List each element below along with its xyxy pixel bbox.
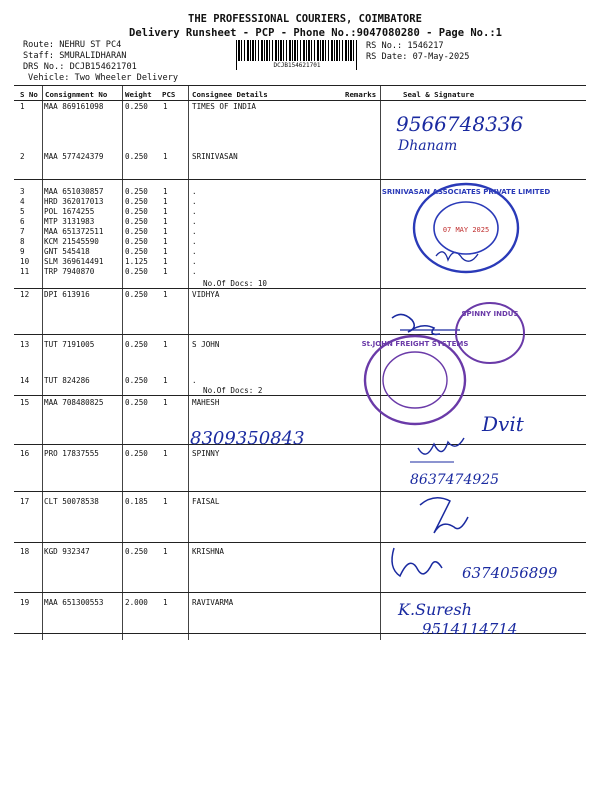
cell-weight: 0.250	[125, 237, 148, 246]
cell-weight: 0.250	[125, 247, 148, 256]
staff-label: Staff: SMURALIDHARAN	[23, 51, 127, 61]
cell-weight: 0.250	[125, 267, 148, 276]
cell-sno: 11	[20, 267, 30, 276]
cell-sno: 1	[20, 102, 25, 111]
cell-sno: 15	[20, 398, 30, 407]
signature-mark	[420, 498, 468, 533]
company-seal-stamp	[381, 180, 551, 276]
handwritten-signature: Dvit	[482, 412, 524, 436]
company-title: THE PROFESSIONAL COURIERS, COIMBATORE	[188, 13, 422, 25]
cell-pcs: 1	[163, 102, 168, 111]
cell-sno: 18	[20, 547, 30, 556]
cell-pcs: 1	[163, 398, 168, 407]
cell-weight: 0.250	[125, 102, 148, 111]
cell-consignment: MAA 869161098	[44, 102, 104, 111]
cell-consignment: KGD 932347	[44, 547, 90, 556]
handwritten-phone: 8637474925	[410, 472, 500, 488]
cell-consignment: DPI 613916	[44, 290, 90, 299]
cell-consignment: TUT 7191005	[44, 340, 95, 349]
cell-weight: 0.250	[125, 547, 148, 556]
cell-weight: 0.250	[125, 449, 148, 458]
cell-consignee: VIDHYA	[192, 290, 220, 299]
col-header-consignment: Consignment No	[45, 90, 108, 99]
cell-consignment: GNT 545418	[44, 247, 90, 256]
cell-weight: 0.250	[125, 290, 148, 299]
rs-date: RS Date: 07-May-2025	[366, 52, 470, 62]
route-label: Route: NEHRU ST PC4	[23, 40, 122, 50]
cell-consignee: .	[192, 237, 197, 246]
handwritten-signature: K.Suresh	[398, 600, 472, 619]
cell-sno: 9	[20, 247, 25, 256]
cell-sno: 10	[20, 257, 30, 266]
cell-weight: 0.185	[125, 497, 148, 506]
handwritten-phone: 6374056899	[462, 564, 558, 582]
col-header-seal: Seal & Signature	[403, 90, 475, 99]
cell-sno: 5	[20, 207, 25, 216]
svg-text:SRINIVASAN ASSOCIATES PRIVATE: SRINIVASAN ASSOCIATES PRIVATE LIMITED	[381, 188, 551, 196]
cell-sno: 17	[20, 497, 30, 506]
cell-pcs: 1	[163, 340, 168, 349]
cell-sno: 4	[20, 197, 25, 206]
cell-consignee: MAHESH	[192, 398, 220, 407]
cell-pcs: 1	[163, 227, 168, 236]
cell-weight: 0.250	[125, 197, 148, 206]
cell-consignee: KRISHNA	[192, 547, 225, 556]
cell-sno: 13	[20, 340, 30, 349]
cell-sno: 2	[20, 152, 25, 161]
handwritten-phone: 9514114714	[422, 620, 518, 638]
cell-weight: 0.250	[125, 187, 148, 196]
handwritten-signature: Dhanam	[398, 138, 458, 154]
cell-sno: 3	[20, 187, 25, 196]
cell-consignment: MAA 651030857	[44, 187, 104, 196]
svg-text:SPINNY INDUS: SPINNY INDUS	[461, 310, 519, 318]
col-header-sno: S No	[20, 90, 38, 99]
cell-weight: 0.250	[125, 217, 148, 226]
cell-pcs: 1	[163, 152, 168, 161]
cell-pcs: 1	[163, 257, 168, 266]
partner-seal-stamp	[452, 300, 528, 366]
cell-consignment: TRP 7940870	[44, 267, 95, 276]
cell-pcs: 1	[163, 187, 168, 196]
cell-pcs: 1	[163, 237, 168, 246]
cell-consignment: MAA 577424379	[44, 152, 104, 161]
svg-text:07 MAY 2025: 07 MAY 2025	[442, 226, 490, 234]
rs-number: RS No.: 1546217	[366, 41, 444, 51]
cell-pcs: 1	[163, 197, 168, 206]
signature-mark	[392, 548, 442, 576]
cell-consignee: .	[192, 257, 197, 266]
cell-sno: 19	[20, 598, 30, 607]
cell-consignment: TUT 824286	[44, 376, 90, 385]
cell-sno: 12	[20, 290, 30, 299]
cell-weight: 0.250	[125, 152, 148, 161]
cell-pcs: 1	[163, 598, 168, 607]
handwritten-phone: 9566748336	[396, 112, 524, 136]
cell-pcs: 1	[163, 217, 168, 226]
handwritten-phone: 8309350843	[190, 428, 305, 449]
cell-consignee: FAISAL	[192, 497, 220, 506]
cell-weight: 0.250	[125, 376, 148, 385]
signature-mark	[418, 438, 464, 454]
cell-pcs: 1	[163, 247, 168, 256]
cell-consignee: .	[192, 247, 197, 256]
cell-sno: 14	[20, 376, 30, 385]
cell-pcs: 1	[163, 376, 168, 385]
barcode-text: DCJB154621701	[238, 61, 356, 70]
col-header-pcs: PCS	[162, 90, 176, 99]
svg-text:St.JOHN FREIGHT SYSTEMS: St.JOHN FREIGHT SYSTEMS	[361, 340, 469, 348]
cell-consignment: CLT 50078538	[44, 497, 99, 506]
cell-consignment: KCM 21545590	[44, 237, 99, 246]
cell-consignee: .	[192, 197, 197, 206]
cell-consignee: RAVIVARMA	[192, 598, 234, 607]
cell-consignee: .	[192, 207, 197, 216]
cell-consignee: SPINNY	[192, 449, 220, 458]
cell-consignee: S JOHN	[192, 340, 220, 349]
cell-consignee: TIMES OF INDIA	[192, 102, 257, 111]
cell-weight: 0.250	[125, 227, 148, 236]
cell-weight: 1.125	[125, 257, 148, 266]
cell-pcs: 1	[163, 267, 168, 276]
cell-weight: 2.000	[125, 598, 148, 607]
cell-consignment: MAA 651300553	[44, 598, 104, 607]
cell-sno: 8	[20, 237, 25, 246]
drs-number: DRS No.: DCJB154621701	[23, 62, 137, 72]
cell-consignee: .	[192, 217, 197, 226]
cell-sno: 7	[20, 227, 25, 236]
col-header-remarks: Remarks	[345, 90, 377, 99]
cell-sno: 6	[20, 217, 25, 226]
runsheet-subtitle: Delivery Runsheet - PCP - Phone No.:9047080280 - Page No.:1	[129, 27, 502, 39]
cell-pcs: 1	[163, 449, 168, 458]
vehicle-label: Vehicle: Two Wheeler Delivery	[28, 73, 179, 83]
docs-count-note: No.Of Docs: 10	[203, 279, 268, 288]
cell-consignee: .	[192, 376, 197, 385]
cell-weight: 0.250	[125, 207, 148, 216]
cell-pcs: 1	[163, 207, 168, 216]
cell-consignment: PRO 17837555	[44, 449, 99, 458]
cell-weight: 0.250	[125, 340, 148, 349]
cell-consignment: MAA 651372511	[44, 227, 104, 236]
cell-pcs: 1	[163, 497, 168, 506]
cell-consignee: .	[192, 227, 197, 236]
cell-consignment: MTP 3131983	[44, 217, 95, 226]
col-header-weight: Weight	[125, 90, 152, 99]
cell-consignee: .	[192, 267, 197, 276]
cell-pcs: 1	[163, 290, 168, 299]
cell-weight: 0.250	[125, 398, 148, 407]
cell-sno: 16	[20, 449, 30, 458]
cell-consignee: SRINIVASAN	[192, 152, 238, 161]
docs-count-note: No.Of Docs: 2	[203, 386, 263, 395]
cell-consignment: HRD 362017013	[44, 197, 104, 206]
cell-consignment: POL 1674255	[44, 207, 95, 216]
cell-consignee: .	[192, 187, 197, 196]
cell-consignment: SLM 369614491	[44, 257, 104, 266]
cell-consignment: MAA 708480825	[44, 398, 104, 407]
cell-pcs: 1	[163, 547, 168, 556]
col-header-consignee: Consignee Details	[192, 90, 268, 99]
